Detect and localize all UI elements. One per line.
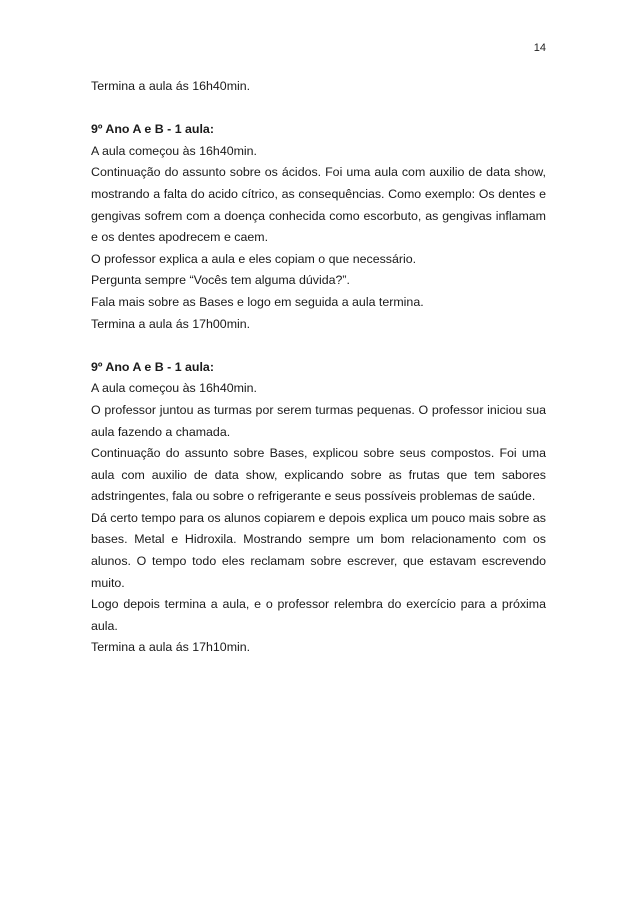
class-section bbox=[91, 119, 546, 335]
opening-line: Termina a aula ás 16h40min. bbox=[91, 79, 251, 93]
blank-line bbox=[91, 335, 546, 357]
section-paragraph: O professor juntou as turmas por serem turmas pequenas. O professor iniciou sua aula fazendo a chamada. bbox=[91, 402, 546, 439]
section-start-time: A aula começou às 16h40min. bbox=[91, 143, 258, 158]
section-paragraph: Continuação do assunto sobre os ácidos. Foi uma aula com auxilio de data show, mostrando a falta do acido cítrico, as consequências. Como exemplo: Os dentes e gengivas sofrem com a doença conhecida como escorbuto, as gengivas inflamam e os dentes apodrecem e caem. bbox=[91, 165, 546, 245]
section-paragraph: Fala mais sobre as Bases e logo em seguida a aula termina. bbox=[91, 294, 424, 309]
section-paragraph: Logo depois termina a aula, e o professor relembra do exercício para a próxima aula. bbox=[91, 597, 546, 633]
section-end-time: Termina a aula ás 17h00min. bbox=[91, 316, 251, 331]
blank-line bbox=[91, 98, 546, 120]
section-heading: 9º Ano A e B - 1 aula: bbox=[91, 359, 214, 374]
section-paragraph: Continuação do assunto sobre Bases, explicou sobre seus compostos. Foi uma aula com auxilio de data show, explicando sobre as frutas que tem sabores adstringentes, fala ou sobre o refrigerante e seus possíveis problemas de saúde. bbox=[91, 446, 546, 504]
class-section bbox=[91, 357, 546, 659]
section-start-time: A aula começou às 16h40min. bbox=[91, 381, 258, 396]
page-number: 14 bbox=[533, 42, 546, 54]
section-end-time: Termina a aula ás 17h10min. bbox=[91, 640, 251, 655]
section-paragraph: O professor explica a aula e eles copiam o que necessário. bbox=[91, 251, 417, 266]
section-paragraph: Pergunta sempre “Vocês tem alguma dúvida?”. bbox=[91, 273, 350, 288]
section-paragraph: Dá certo tempo para os alunos copiarem e depois explica um pouco mais sobre as bases. Metal e Hidroxila. Mostrando sempre um bom relacionamento com os alunos. O tempo todo eles reclamam sobre escrever, que estavam escrevendo muito. bbox=[91, 510, 546, 590]
section-heading: 9º Ano A e B - 1 aula: bbox=[91, 122, 214, 137]
page-content bbox=[91, 76, 546, 659]
